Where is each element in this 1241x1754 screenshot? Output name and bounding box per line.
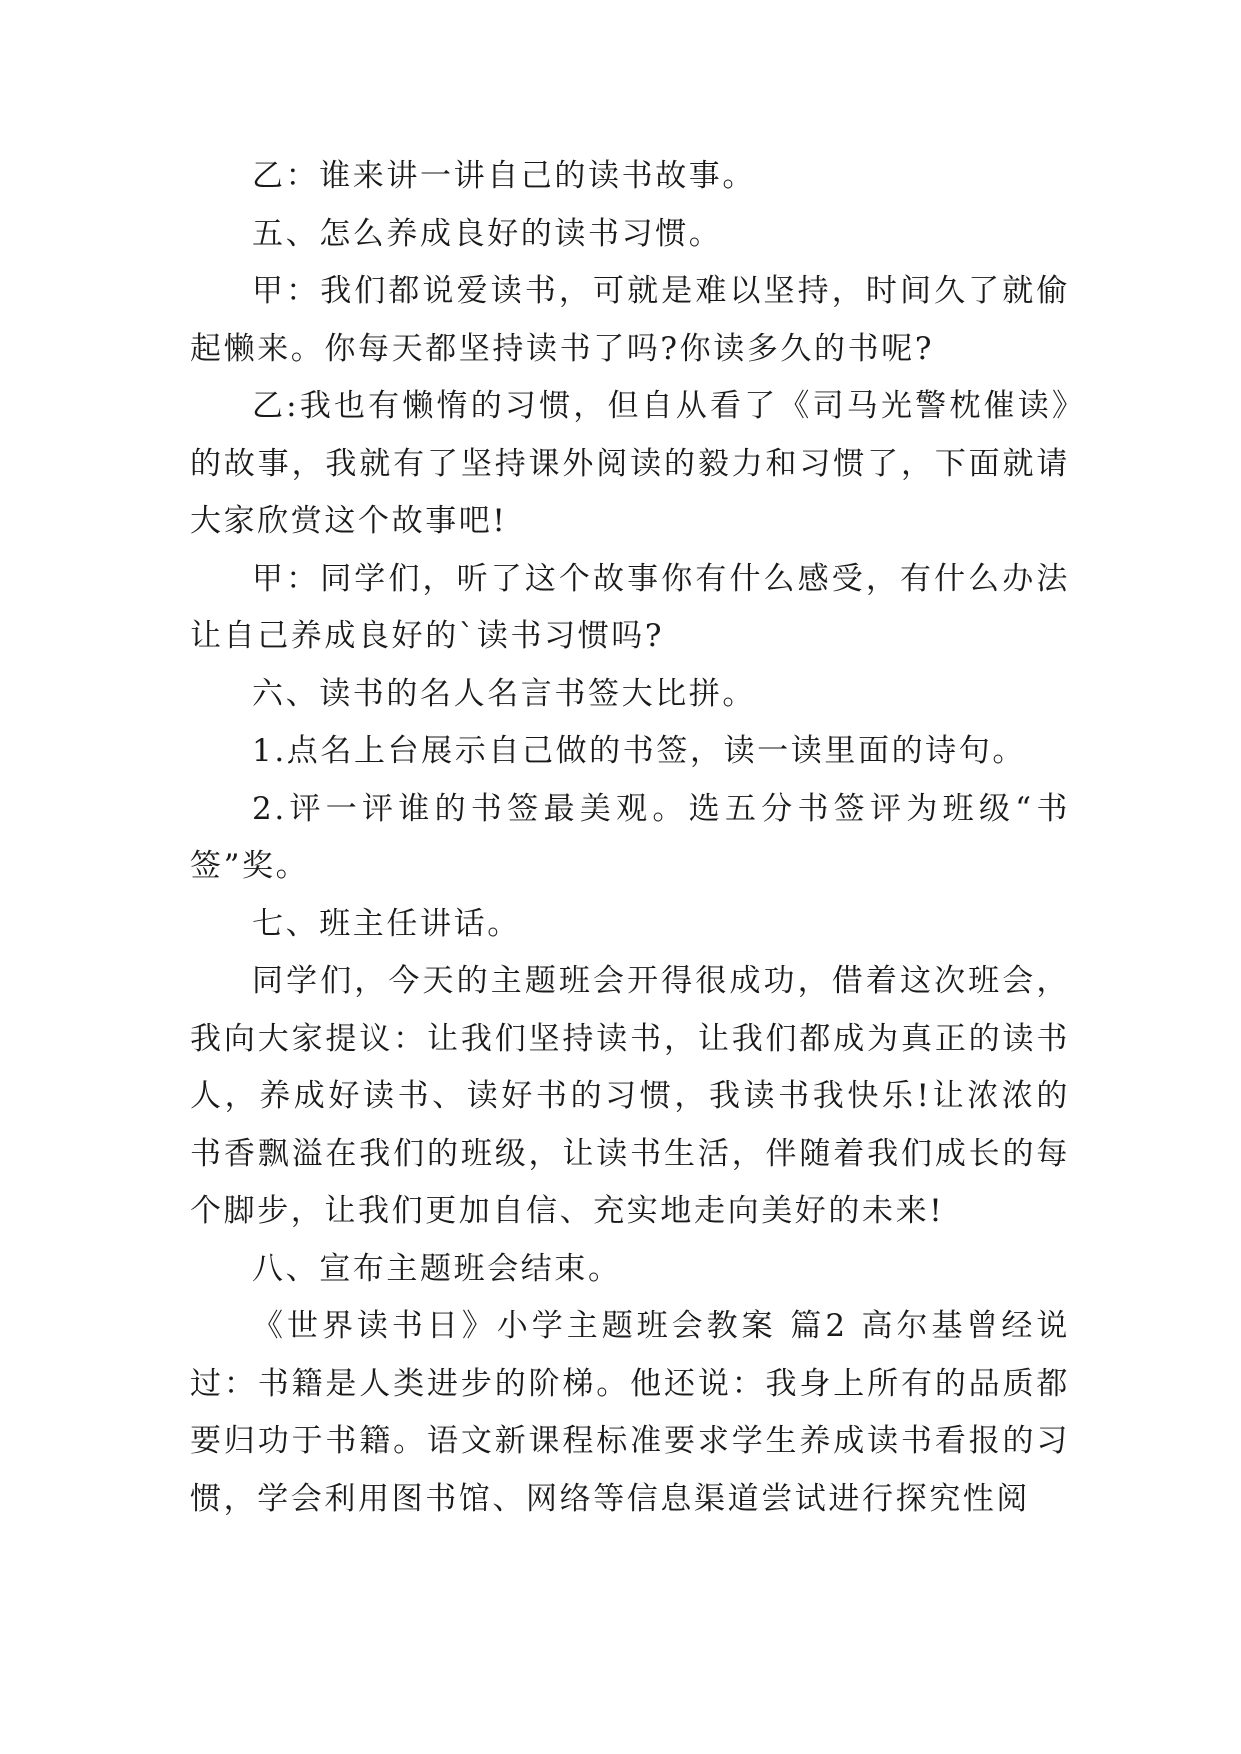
paragraph-section-eight-heading: 八、宣布主题班会结束。 <box>252 1250 622 1287</box>
paragraph-teacher-speech: 同学们，今天的主题班会开得很成功，借着这次班会，我向大家提议：让我们坚持读书，让我们都成为真正的读书人，养成好读书、读好书的习惯，我读书我快乐!让浓浓的书香飘溢在我们的班级，让读书生活，伴随着我们成长的每个脚步，让我们更加自信、充实地走向美好的未来! <box>190 963 1070 1229</box>
paragraph-dialogue-yi-simaguang: 乙:我也有懒惰的习惯，但自从看了《司马光警枕催读》的故事，我就有了坚持课外阅读的毅力和习惯了，下面就请大家欣赏这个故事吧! <box>190 388 1070 539</box>
paragraph-item-one: 1.点名上台展示自己做的书签，读一读里面的诗句。 <box>252 733 1026 769</box>
document-body <box>190 148 1070 1528</box>
paragraph-dialogue-jia-persistence: 甲：我们都说爱读书，可就是难以坚持，时间久了就偷起懒来。你每天都坚持读书了吗?你读多久的书呢? <box>190 273 1070 367</box>
paragraph-item-two: 2.评一评谁的书签最美观。选五分书签评为班级“书签”奖。 <box>190 790 1070 884</box>
paragraph-dialogue-yi-story: 乙：谁来讲一讲自己的读书故事。 <box>252 158 756 194</box>
paragraph-section-five-heading: 五、怎么养成良好的读书习惯。 <box>252 215 723 252</box>
paragraph-section-seven-heading: 七、班主任讲话。 <box>252 905 521 942</box>
paragraph-lesson-plan-two-intro: 《世界读书日》小学主题班会教案 篇2 高尔基曾经说过：书籍是人类进步的阶梯。他还说：我身上所有的品质都要归功于书籍。语文新课程标准要求学生养成读书看报的习惯，学会利用图书馆、网络等信息渠道尝试进行探究性阅 <box>190 1308 1070 1517</box>
paragraph-dialogue-jia-feelings: 甲：同学们，听了这个故事你有什么感受，有什么办法让自己养成良好的`读书习惯吗? <box>190 560 1070 654</box>
paragraph-section-six-heading: 六、读书的名人名言书签大比拼。 <box>252 675 756 712</box>
